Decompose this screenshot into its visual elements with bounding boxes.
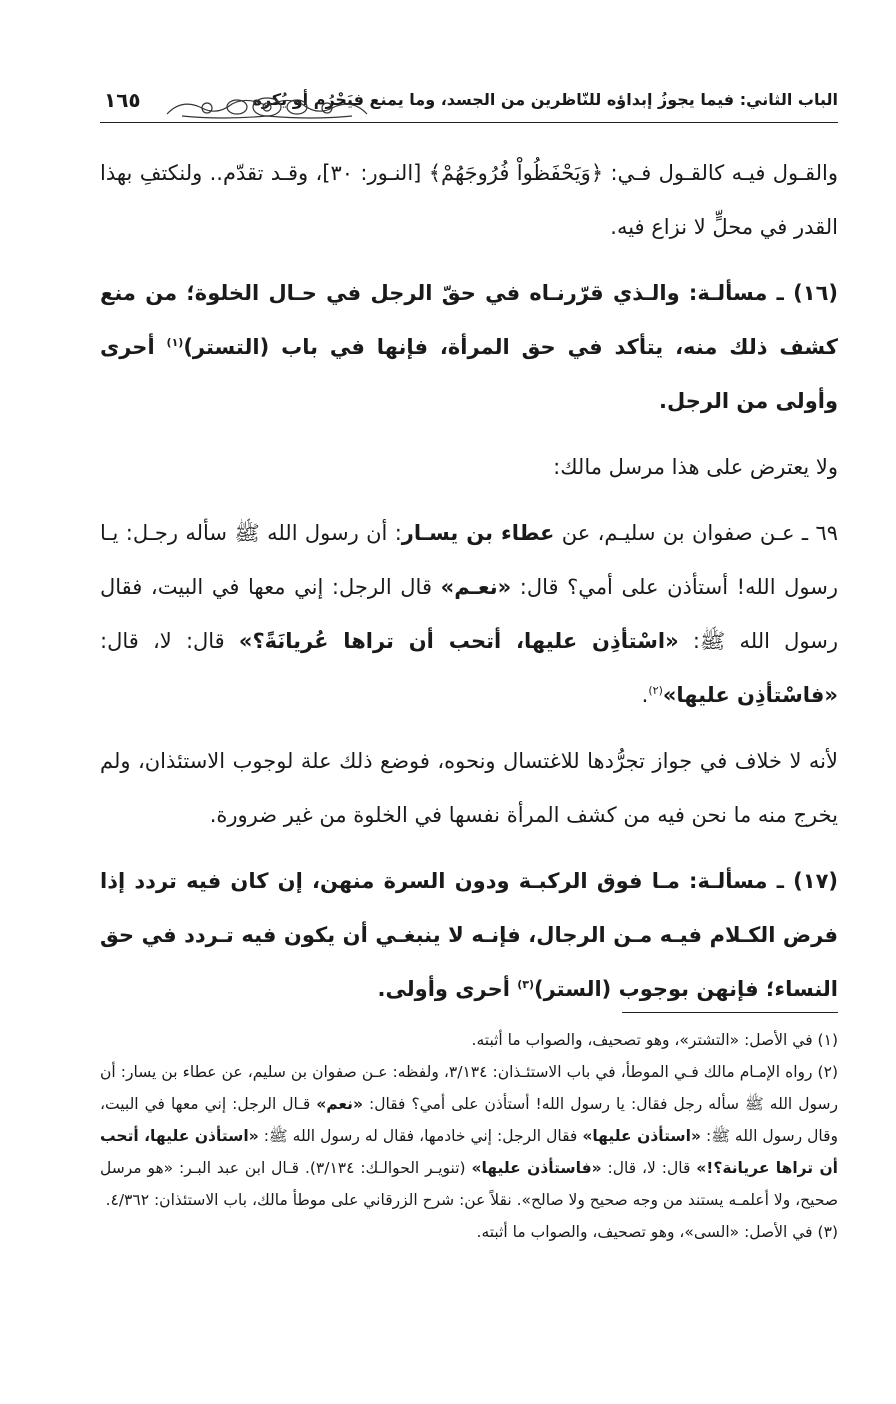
paragraph-3: ولا يعترض على هذا مرسل مالك: bbox=[553, 455, 838, 479]
hadith-69 bbox=[100, 506, 838, 722]
paragraph-issue-17 bbox=[100, 854, 838, 1016]
hadith-text-c: : أن رسول الله ﷺ سأله رجـل: يـا رسول الله! أستأذن على أمي؟ قال: bbox=[100, 521, 839, 599]
footnote-3 bbox=[100, 1216, 838, 1248]
paragraph-5: لأنه لا خلاف في جواز تجرُّدها للاغتسال ونحوه، فوضع ذلك علة لوجوب الاستئذان، ولم يخرج منه ما نحن فيه من كشف المرأة نفسها في الخلوة من غير ضرورة. bbox=[100, 749, 838, 827]
footnote-text: قال: لا، قال: bbox=[601, 1159, 697, 1177]
issue-17-lead: (١٧) ـ مسألـة: مـا فوق الركبـة ودون السرة منهن، إن كان فيه تردد إذا فرض الكـلام فيـه مـن الرجال، فإنـه لا ينبغـي أن يكون فيه تـردد في حق النساء؛ فإنهن بوجوب (الستر) bbox=[100, 869, 838, 1001]
narrator-name: عطاء بن يسـار bbox=[401, 521, 555, 545]
running-title: الباب الثاني: فيما يجوزُ إبداؤه للنّاظرين من الجسد، وما يمنع فيَحْرُم أو يُكره bbox=[252, 90, 838, 109]
footnote-ref-1[interactable]: (١) bbox=[166, 336, 184, 349]
footnote-quote: «استأذن عليها، أتحب أن تراها عريانة؟!» bbox=[100, 1127, 838, 1177]
footnote-text: فقال الرجل: إني خادمها، فقال له رسول الله ﷺ: bbox=[258, 1127, 583, 1145]
footnote-text: رواه الإمـام مالك فـي الموطأ، في باب الاستئـذان: ٣/١٣٤، ولفظه: عـن صفوان بن سليم، عن عطاء بن يسار: أن رسول الله ﷺ سأله رجل فقال: يا رسول الله! أستأذن على أمي؟ فقال: bbox=[100, 1063, 838, 1113]
footnote-text: قـال الرجل: إني معها في البيت، وقال رسول الله ﷺ: bbox=[100, 1095, 838, 1145]
hadith-text-g: قال: لا، قال: bbox=[100, 629, 239, 653]
footnote-number: (٢) bbox=[817, 1063, 838, 1081]
issue-16-lead: (١٦) ـ مسألـة: والـذي قرّرنـاه في حقّ الرجل في حـال الخلوة؛ من منع كشف ذلك منه، يتأكد في حق المرأة، فإنها في باب (التستر) bbox=[100, 281, 838, 359]
footnote-quote: «نعم» bbox=[316, 1095, 363, 1113]
footnote-text: في الأصل: «السى»، وهو تصحيف، والصواب ما أثبته. bbox=[476, 1223, 813, 1241]
main-text bbox=[100, 146, 838, 1028]
issue-17-tail: أحرى وأولى. bbox=[377, 977, 518, 1001]
hadith-text-a: ٦٩ ـ عـن صفوان بن سليـم، عن bbox=[554, 521, 838, 545]
footnote-separator bbox=[622, 1012, 838, 1013]
footnote-number: (١) bbox=[817, 1031, 838, 1049]
issue-16-tail: أحرى وأولى من الرجل. bbox=[100, 335, 838, 413]
footnote-1 bbox=[100, 1024, 838, 1056]
hadith-end: . bbox=[641, 683, 649, 707]
header-rule bbox=[100, 122, 838, 123]
footnote-number: (٣) bbox=[817, 1223, 838, 1241]
paragraph-1: والقـول فيـه كالقـول فـي: ﴿وَيَحْفَظُواْ فُرُوجَهُمْ﴾ [النـور: ٣٠]، وقـد تقدّم.. ولنكتفِ بهذا القدر في محلٍّ لا نزاع فيه. bbox=[100, 161, 838, 239]
footnote-2 bbox=[100, 1056, 838, 1216]
hadith-quote-1: «نعـم» bbox=[440, 575, 512, 599]
page-number: ١٦٥ bbox=[104, 88, 141, 112]
page-header bbox=[100, 84, 838, 124]
footnote-text: في الأصل: «التشتر»، وهو تصحيف، والصواب ما أثبته. bbox=[471, 1031, 813, 1049]
footnote-quote: «فاستأذن عليها» bbox=[471, 1159, 602, 1177]
footnote-text: (تنويـر الحوالـك: ٣/١٣٤). قـال ابن عبد البـر: «هو مرسل صحيح، ولا أعلمـه يستند من وجه صحيح ولا صالح». نقلاً عن: شرح الزرقاني على موطأ مالك، باب الاستئذان: ٤/٣٦٢. bbox=[100, 1159, 838, 1209]
hadith-quote-2: «اسْتأذِن عليها، أتحب أن تراها عُريانَةً؟» bbox=[238, 629, 679, 653]
footnote-ref-3[interactable]: (٣) bbox=[517, 978, 534, 991]
footnote-ref-2[interactable]: (٢) bbox=[648, 684, 663, 697]
paragraph-issue-16 bbox=[100, 266, 838, 428]
footnote-quote: «استأذن عليها» bbox=[582, 1127, 701, 1145]
footnotes bbox=[100, 1024, 838, 1248]
hadith-quote-3: «فاسْتأذِن عليها» bbox=[662, 683, 838, 707]
ornament-decoration bbox=[162, 94, 372, 120]
hadith-text-e: قال الرجل: إني معها في البيت، فقال رسول الله ﷺ: bbox=[100, 575, 838, 653]
